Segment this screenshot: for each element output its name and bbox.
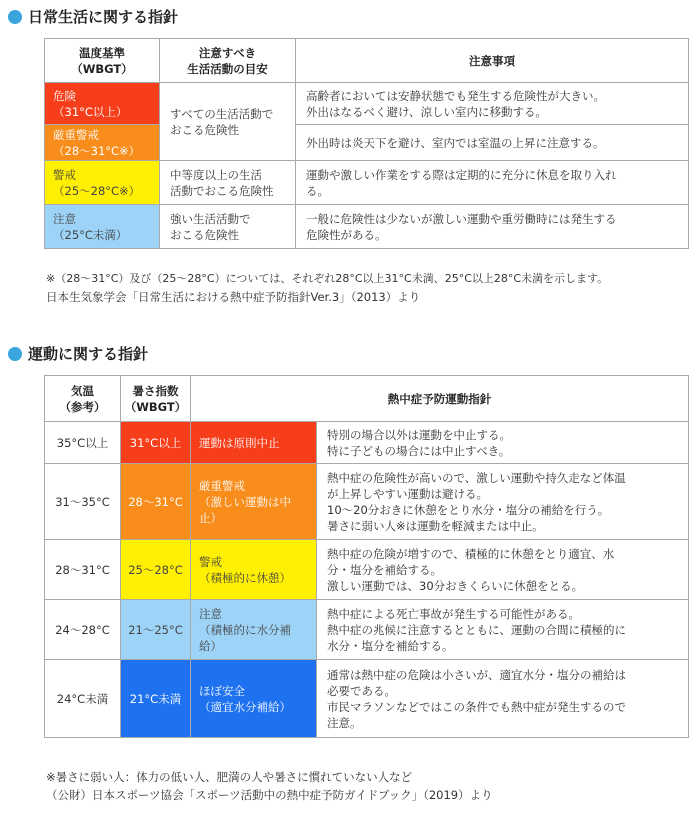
exercise-level-caution-cell: 警戒 （積極的に休憩） (191, 540, 317, 600)
daily-life-title-text: 日常生活に関する指針 (28, 8, 179, 26)
header-caution-notes: 注意事項 (296, 39, 689, 83)
air-temp-cell: 24°C未満 (45, 660, 121, 738)
bullet-dot-icon (8, 10, 22, 24)
daily-life-guideline-table (44, 38, 689, 249)
table-row (45, 540, 689, 600)
header-wbgt: 暑さ指数 （WBGT） (121, 376, 191, 422)
exercise-footnote: ※暑さに弱い人：体力の低い人、肥満の人や暑さに慣れていない人など （公財）日本スポーツ協会「スポーツ活動中の熱中症予防ガイドブック」（2019）より (46, 770, 493, 802)
wbgt-severe-cell: 28～31°C (121, 464, 191, 540)
activity-cell: 強い生活活動で おこる危険性 (160, 205, 296, 249)
level-danger-cell: 危険 （31°C以上） (45, 83, 160, 125)
header-activity-guide: 注意すべき 生活活動の目安 (160, 39, 296, 83)
table-row (45, 660, 689, 738)
table-row (45, 161, 689, 205)
air-temp-cell: 24～28°C (45, 600, 121, 660)
header-air-temp: 気温 （参考） (45, 376, 121, 422)
daily-life-section-title (8, 6, 178, 27)
air-temp-cell: 28～31°C (45, 540, 121, 600)
exercise-guideline-table (44, 375, 689, 738)
exercise-note-cell: 熱中症の危険が増すので、積極的に休憩をとり適宜、水 分・塩分を補給する。 激しい運動では、30分おきくらいに休憩をとる。 (317, 540, 689, 600)
exercise-title-text: 運動に関する指針 (28, 345, 149, 363)
exercise-level-safe-cell: ほぼ安全 （適宜水分補給） (191, 660, 317, 738)
caution-note-cell: 運動や激しい作業をする際は定期的に充分に休息を取り入れ る。 (296, 161, 689, 205)
exercise-level-severe-cell: 厳重警戒 （激しい運動は中 止） (191, 464, 317, 540)
header-exercise-guideline: 熱中症予防運動指針 (191, 376, 689, 422)
wbgt-caution-cell: 25～28°C (121, 540, 191, 600)
level-notice-cell: 注意 （25°C未満） (45, 205, 160, 249)
exercise-section-title (8, 343, 148, 364)
table-row (45, 83, 689, 125)
caution-note-cell: 高齢者においては安静状態でも発生する危険性が大きい。 外出はなるべく避け、涼しい室内に移動する。 (296, 83, 689, 125)
table-row (45, 600, 689, 660)
table-row (45, 422, 689, 464)
exercise-level-danger-cell: 運動は原則中止 (191, 422, 317, 464)
exercise-level-notice-cell: 注意 （積極的に水分補 給） (191, 600, 317, 660)
air-temp-cell: 35°C以上 (45, 422, 121, 464)
activity-cell: すべての生活活動で おこる危険性 (160, 83, 296, 161)
table-row (45, 125, 689, 161)
exercise-note-cell: 通常は熱中症の危険は小さいが、適宜水分・塩分の補給は 必要である。 市民マラソンなどではこの条件でも熱中症が発生するので 注意。 (317, 660, 689, 738)
header-temp-standard: 温度基準 （WBGT） (45, 39, 160, 83)
wbgt-danger-cell: 31°C以上 (121, 422, 191, 464)
exercise-note-cell: 特別の場合以外は運動を中止する。 特に子どもの場合には中止すべき。 (317, 422, 689, 464)
table-header-row (45, 39, 689, 83)
activity-cell: 中等度以上の生活 活動でおこる危険性 (160, 161, 296, 205)
table-row (45, 464, 689, 540)
wbgt-notice-cell: 21～25°C (121, 600, 191, 660)
wbgt-safe-cell: 21°C未満 (121, 660, 191, 738)
exercise-note-cell: 熱中症の危険性が高いので、激しい運動や持久走など体温 が上昇しやすい運動は避ける。 10～20分おきに休憩をとり水分・塩分の補給を行う。 暑さに弱い人※は運動を軽減または中止。 (317, 464, 689, 540)
caution-note-cell: 外出時は炎天下を避け、室内では室温の上昇に注意する。 (296, 125, 689, 161)
level-caution-cell: 警戒 （25～28°C※） (45, 161, 160, 205)
daily-life-footnote: ※（28～31°C）及び（25～28°C）については、それぞれ28°C以上31°C未満、25°C以上28°C未満を示します。 日本生気象学会「日常生活における熱中症予防指針Ver.3」（2013）より (46, 272, 609, 304)
exercise-note-cell: 熱中症による死亡事故が発生する可能性がある。 熱中症の兆候に注意するとともに、運動の合間に積極的に 水分・塩分を補給する。 (317, 600, 689, 660)
level-severe-cell: 厳重警戒 （28～31°C※） (45, 125, 160, 161)
table-row (45, 205, 689, 249)
table-header-row (45, 376, 689, 422)
caution-note-cell: 一般に危険性は少ないが激しい運動や重労働時には発生する 危険性がある。 (296, 205, 689, 249)
air-temp-cell: 31～35°C (45, 464, 121, 540)
bullet-dot-icon (8, 347, 22, 361)
